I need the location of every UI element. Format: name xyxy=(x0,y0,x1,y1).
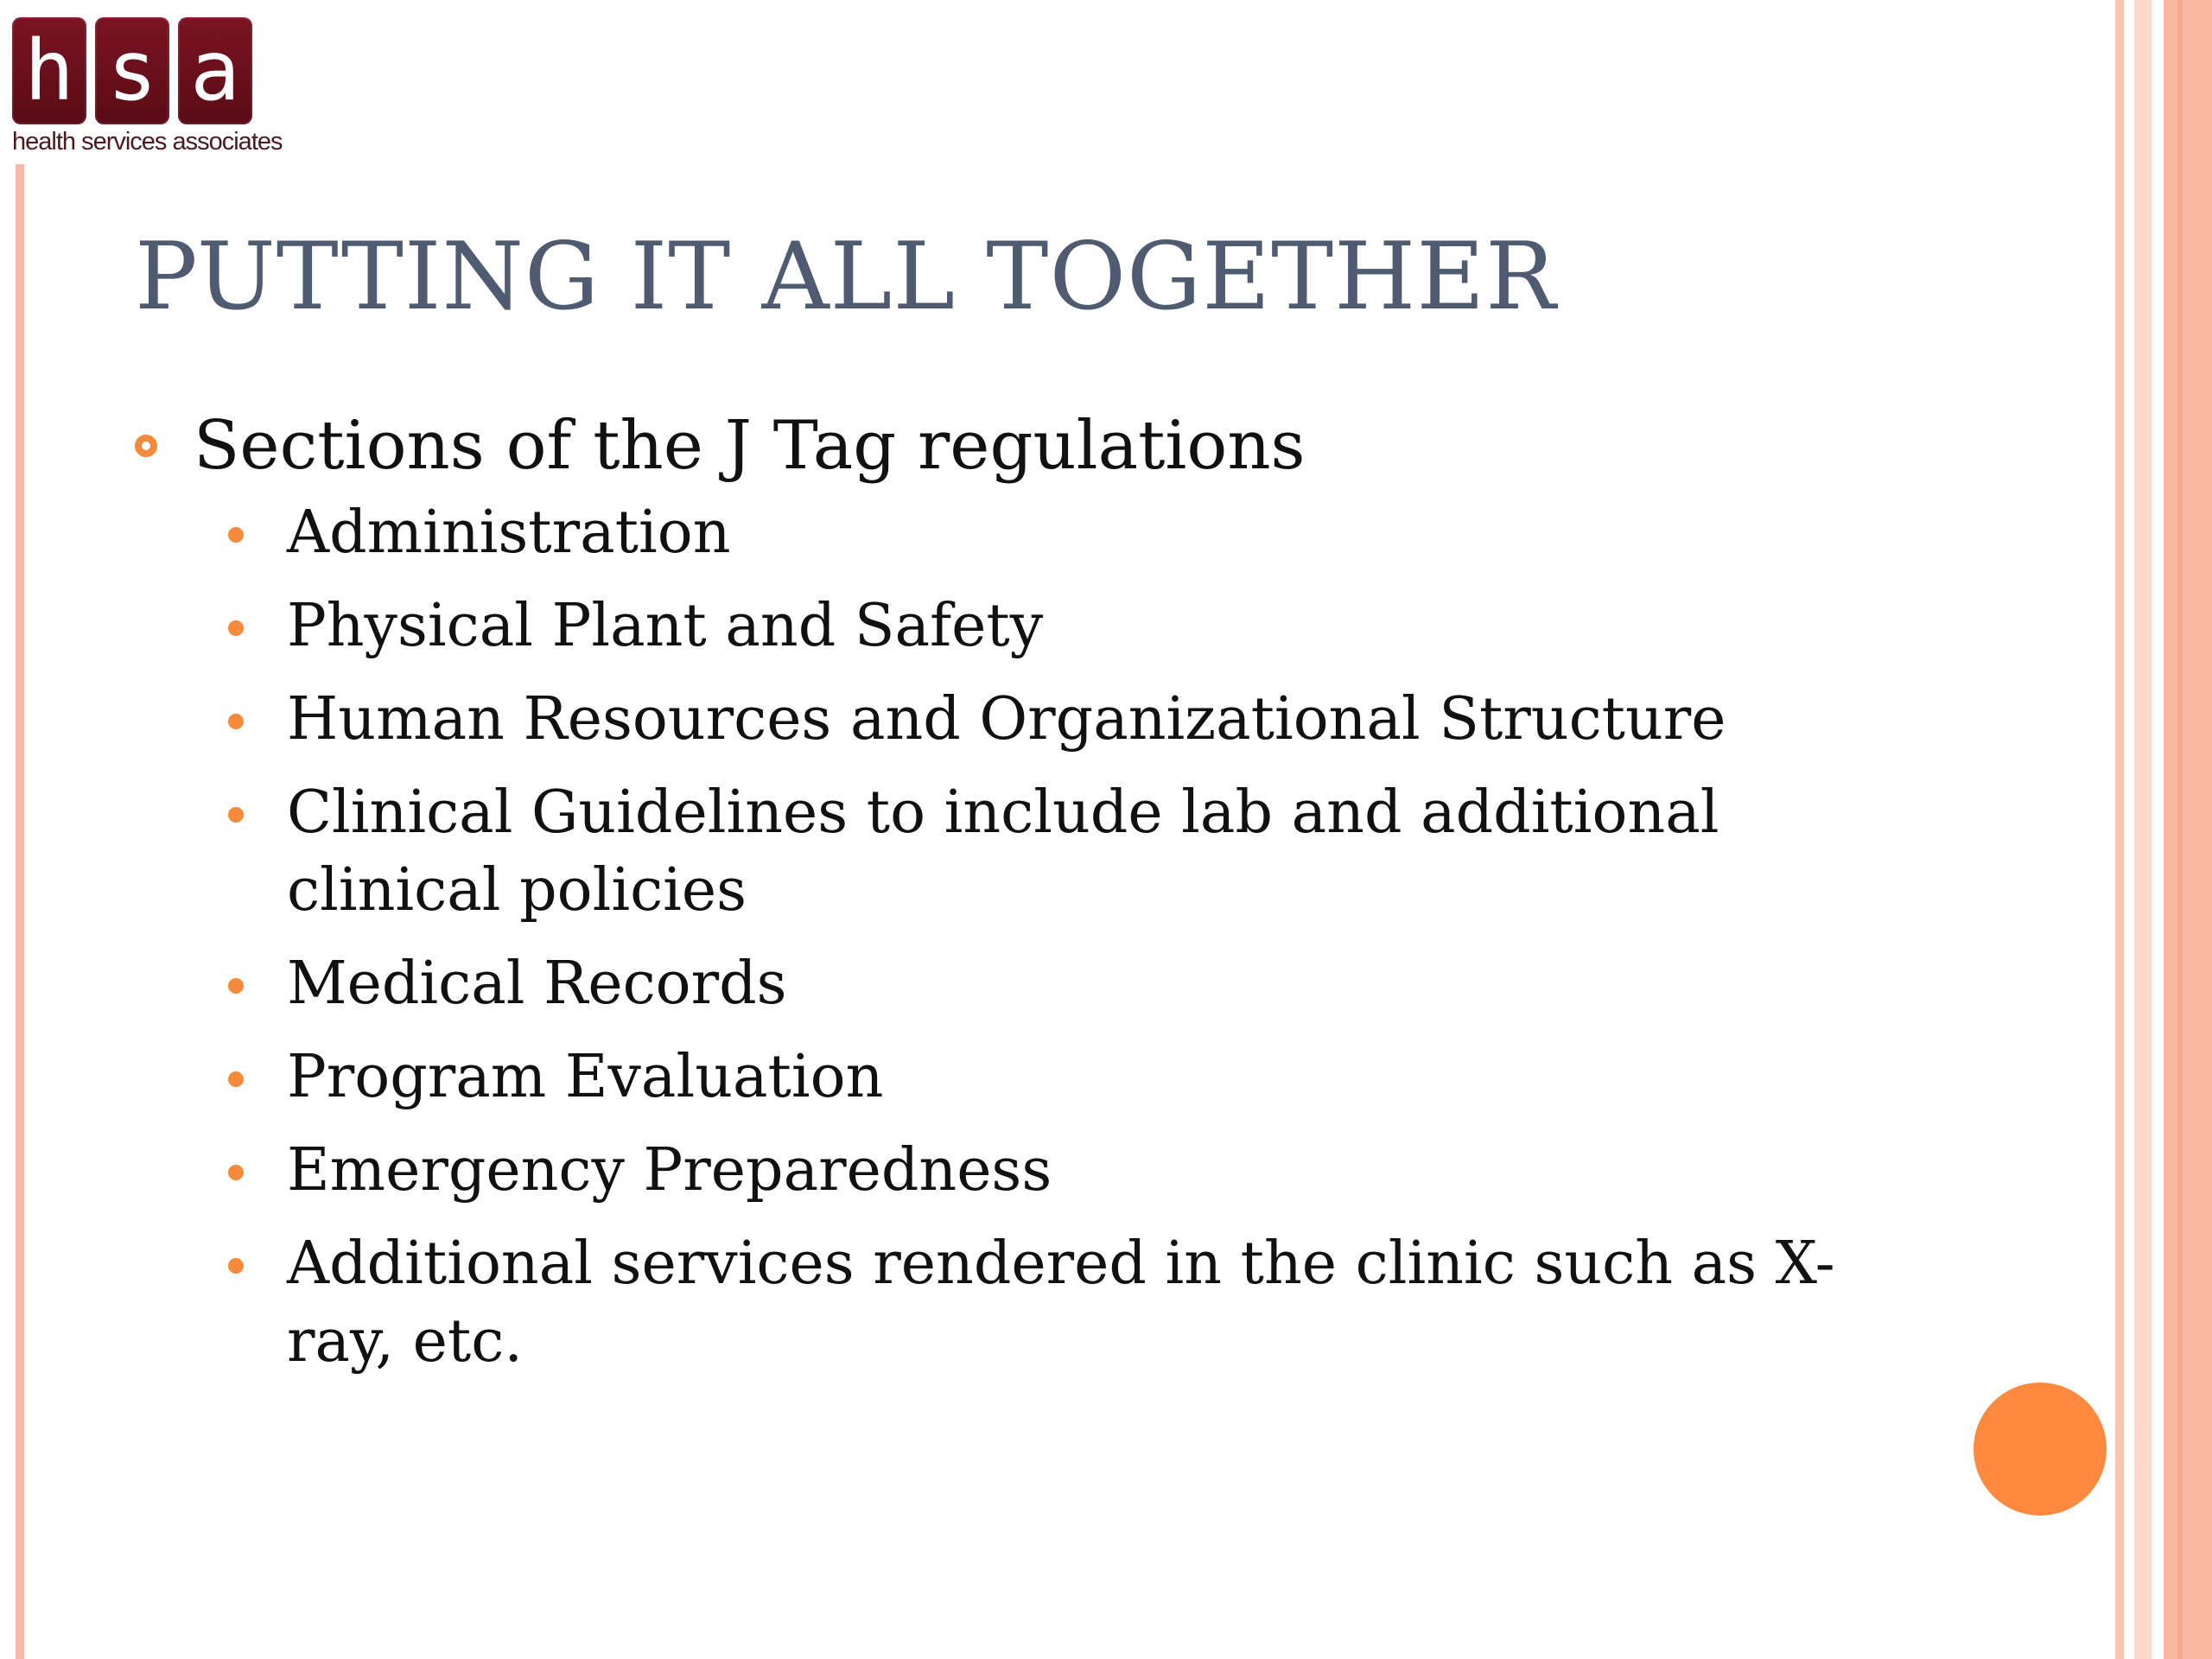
dot-bullet-icon xyxy=(228,620,244,636)
logo-caption: health services associates xyxy=(12,128,283,156)
list-item xyxy=(221,494,1868,572)
dot-bullet-icon xyxy=(228,1071,244,1087)
bullet-heading xyxy=(135,397,1863,494)
ring-bullet-icon xyxy=(135,435,157,457)
slide-title: PUTTING IT ALL TOGETHER xyxy=(135,223,1557,331)
right-stripe-6 xyxy=(2177,0,2183,1659)
right-stripe-5 xyxy=(2164,0,2212,1659)
list-item xyxy=(221,945,1868,1023)
orange-circle-icon xyxy=(1974,1382,2107,1516)
hsa-logo xyxy=(12,17,283,164)
list-item-text: Emergency Preparedness xyxy=(287,1136,1052,1205)
list-item-text: Additional services rendered in the clinic such as X-ray, etc. xyxy=(287,1230,1835,1376)
right-stripe-2 xyxy=(2124,0,2134,1659)
right-stripe-3 xyxy=(2134,0,2152,1659)
list-item-text: Administration xyxy=(287,499,731,567)
list-item-text: Program Evaluation xyxy=(287,1043,884,1111)
dot-bullet-icon xyxy=(228,1258,244,1274)
list-item-text: Physical Plant and Safety xyxy=(287,592,1044,660)
list-item-text: Human Resources and Organizational Structure xyxy=(287,685,1726,753)
list-item-text: Medical Records xyxy=(287,950,787,1018)
list-item-text: Clinical Guidelines to include lab and additional clinical policies xyxy=(287,779,1719,925)
bullet-heading-text: Sections of the J Tag regulations xyxy=(194,407,1306,485)
list-item xyxy=(221,1225,1868,1381)
list-item xyxy=(221,1039,1868,1116)
list-item xyxy=(221,774,1868,930)
left-accent-stripe xyxy=(16,164,24,1659)
right-stripe-1 xyxy=(2115,0,2124,1659)
right-accent-stripes xyxy=(2115,0,2212,1659)
logo-tile-s: s xyxy=(95,17,169,124)
dot-bullet-icon xyxy=(228,807,244,823)
slide-content xyxy=(135,397,1863,1396)
list-item xyxy=(221,681,1868,759)
right-stripe-4 xyxy=(2152,0,2164,1659)
dot-bullet-icon xyxy=(228,527,244,543)
dot-bullet-icon xyxy=(228,714,244,729)
dot-bullet-icon xyxy=(228,1165,244,1180)
sub-bullet-list xyxy=(135,494,1863,1381)
logo-tile-a: a xyxy=(178,17,252,124)
dot-bullet-icon xyxy=(228,978,244,994)
list-item xyxy=(221,1132,1868,1210)
logo-tiles xyxy=(12,17,271,124)
logo-tile-h: h xyxy=(12,17,86,124)
list-item xyxy=(221,588,1868,665)
